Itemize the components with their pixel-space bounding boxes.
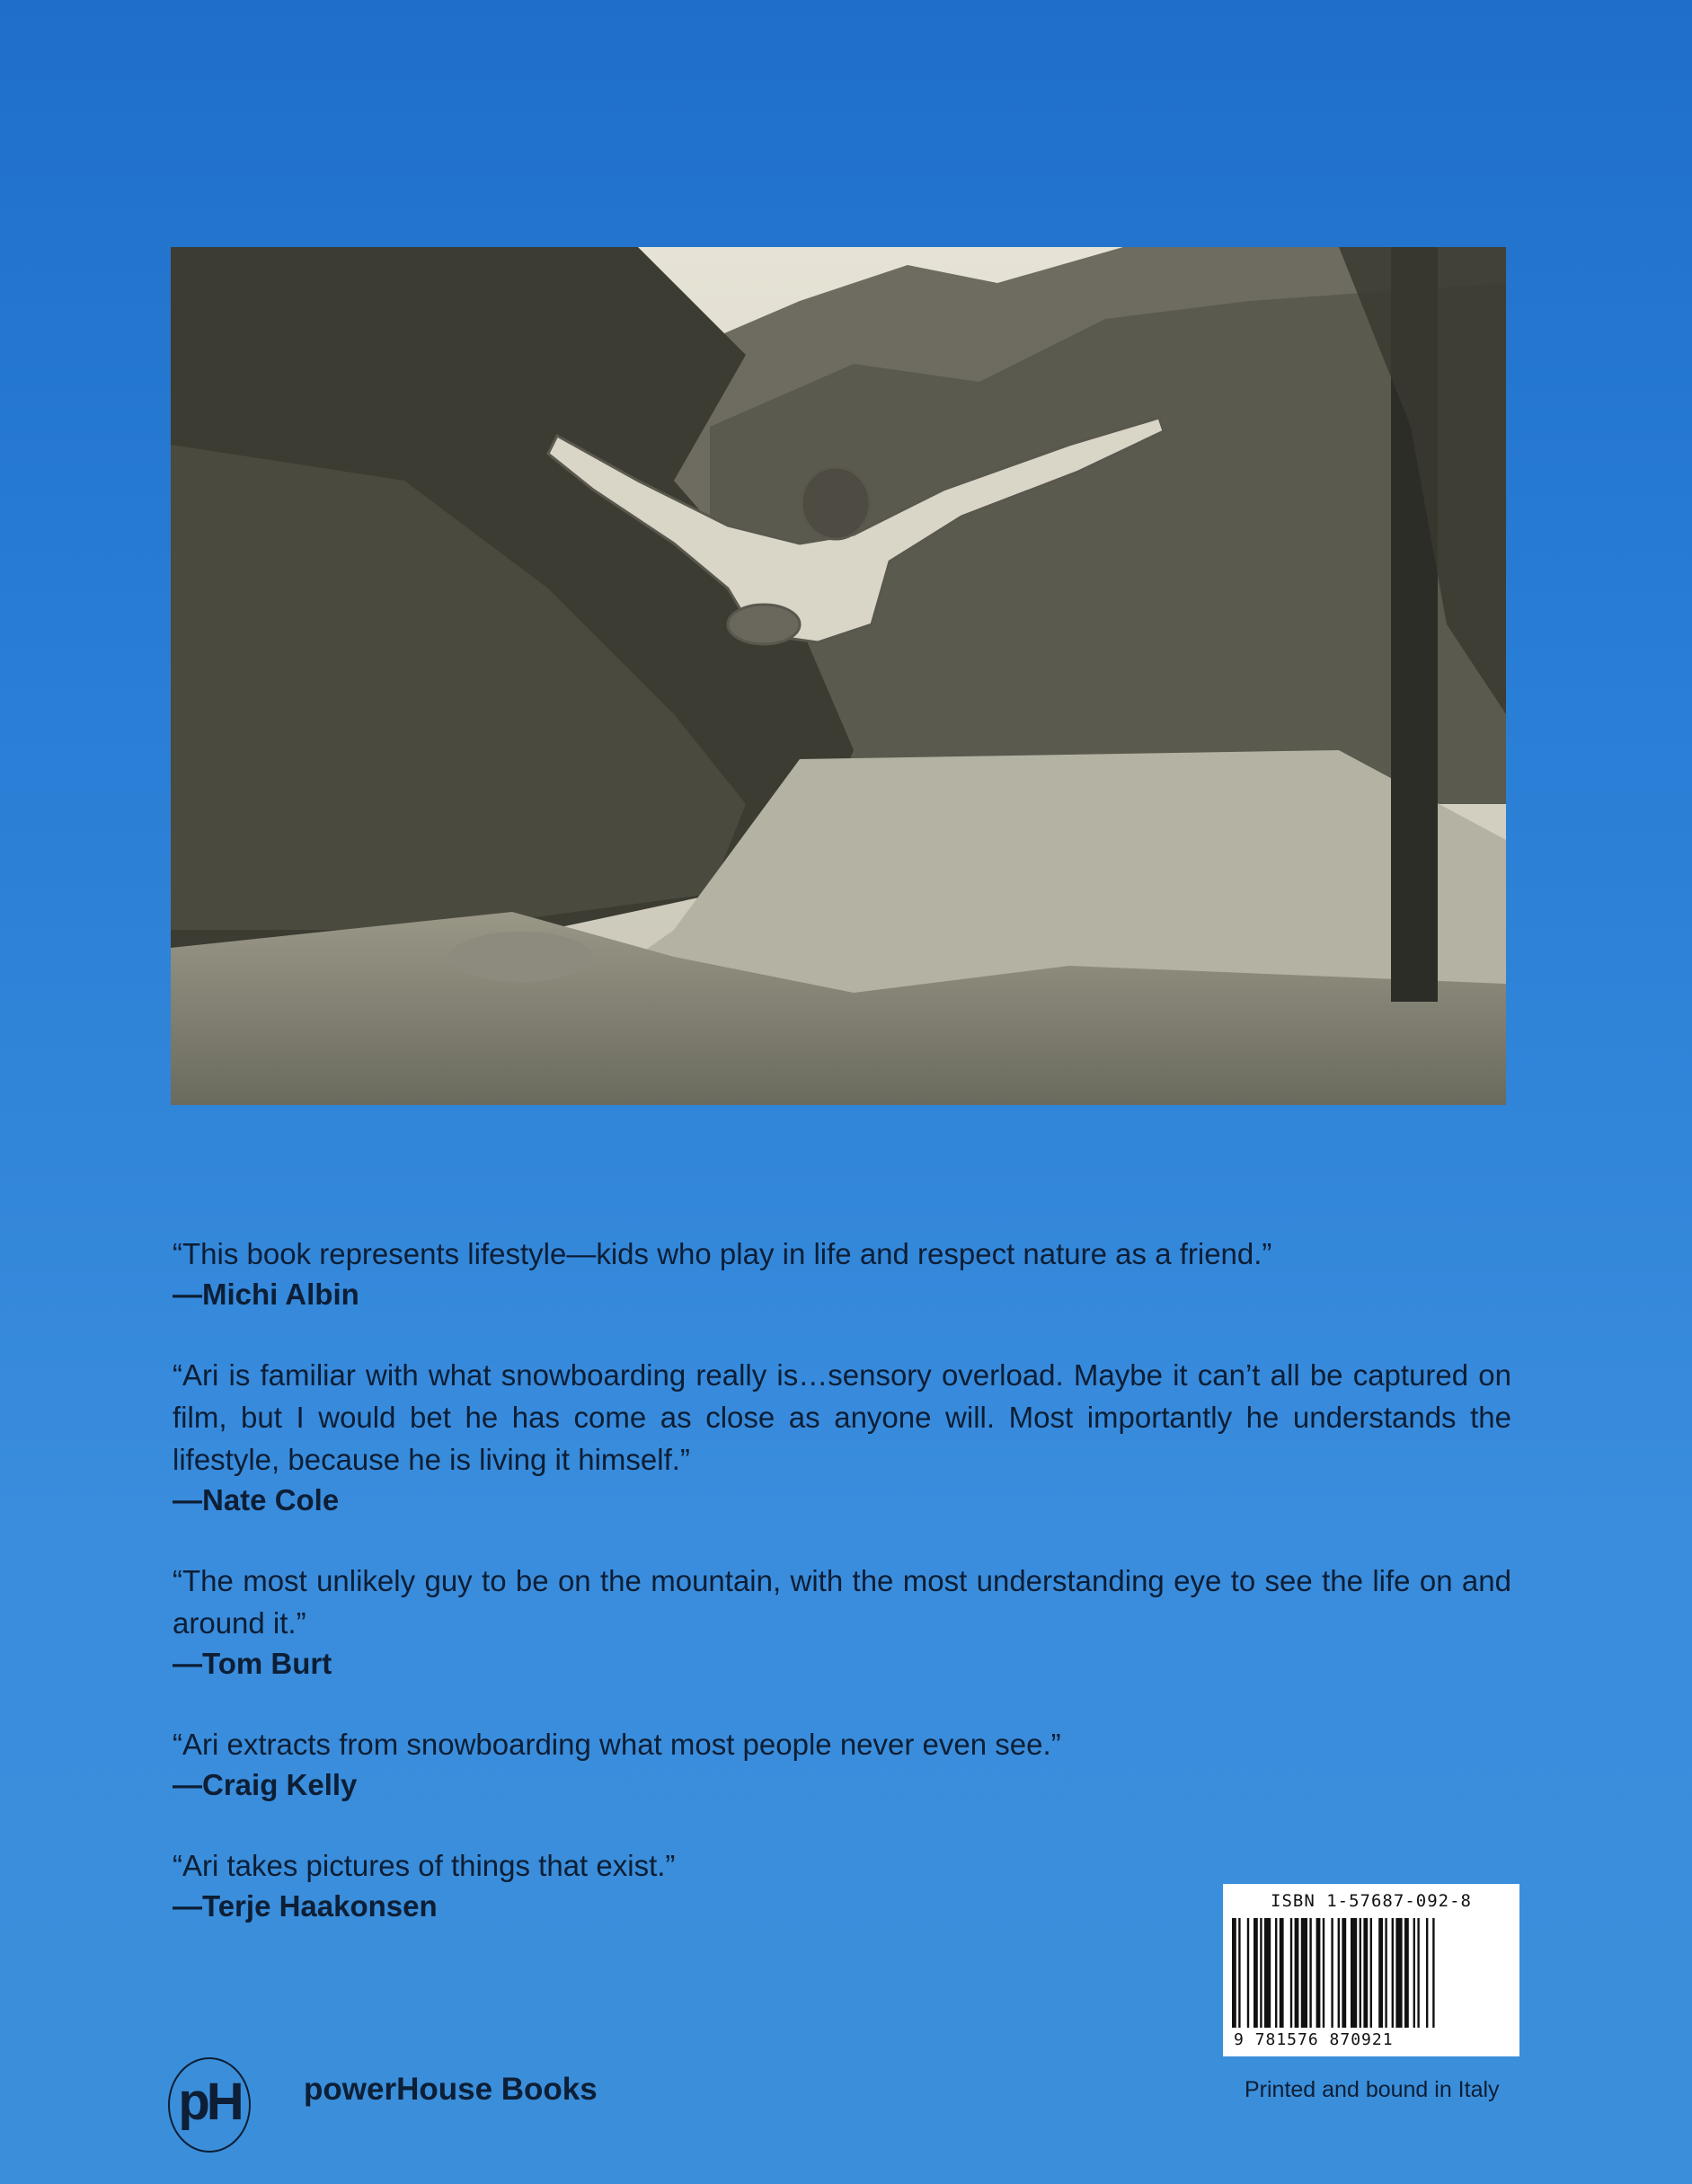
publisher-name: powerHouse Books [304, 2072, 598, 2107]
barcode-bars [1232, 1918, 1510, 2028]
barcode-bar [1417, 1918, 1419, 2028]
printed-in-label: Printed and bound in Italy [1245, 2077, 1500, 2102]
quote-author: —Tom Burt [173, 1647, 332, 1680]
barcode-bar [1426, 1918, 1428, 2028]
quote-author: —Craig Kelly [173, 1768, 358, 1801]
logo-text: pH [178, 2073, 241, 2131]
quote-nate-cole [173, 1354, 1511, 1520]
cover-photograph [171, 247, 1506, 1105]
quote-craig-kelly [173, 1723, 1511, 1805]
quote-michi-albin [173, 1233, 1511, 1314]
barcode-bar [1370, 1918, 1372, 2028]
quote-text: “This book represents lifestyle—kids who play in life and respect nature as a friend.” [173, 1237, 1272, 1270]
endorsement-quotes [173, 1233, 1511, 1966]
photo-illustration [171, 247, 1506, 1105]
barcode-bar [1404, 1918, 1409, 2028]
barcode-bar [1360, 1918, 1361, 2028]
quote-author: —Nate Cole [173, 1483, 340, 1516]
ean-number: 9 781576 870921 [1234, 2030, 1394, 2049]
barcode-bar [1342, 1918, 1346, 2028]
barcode-bar [1295, 1918, 1299, 2028]
publisher-logo [168, 2057, 251, 2153]
barcode-bar [1232, 1918, 1236, 2028]
barcode-bar [1301, 1918, 1307, 2028]
barcode-bar [1280, 1918, 1284, 2028]
quote-text: “The most unlikely guy to be on the mountain, with the most understanding eye to see the life on and around it.” [173, 1564, 1511, 1640]
barcode-bar [1432, 1918, 1434, 2028]
barcode-bar [1385, 1918, 1386, 2028]
barcode-bar [1395, 1918, 1402, 2028]
quote-text: “Ari takes pictures of things that exist.” [173, 1849, 676, 1882]
barcode-bar [1331, 1918, 1333, 2028]
quote-text: “Ari extracts from snowboarding what most people never even see.” [173, 1728, 1061, 1761]
quote-author: —Terje Haakonsen [173, 1889, 438, 1923]
barcode-bar [1363, 1918, 1368, 2028]
isbn-number: ISBN 1-57687-092-8 [1271, 1891, 1472, 1911]
barcode-bar [1275, 1918, 1277, 2028]
barcode-bar [1309, 1918, 1311, 2028]
quote-text: “Ari is familiar with what snowboarding really is…sensory overload. Maybe it can’t all be captured on film, but I would bet he has come as close as anyone will. Most importantly he understands the lifestyle, because he is living it himself.” [173, 1358, 1511, 1476]
barcode-bar [1264, 1918, 1271, 2028]
barcode-bar [1253, 1918, 1258, 2028]
barcode-bar [1247, 1918, 1249, 2028]
barcode-bar [1316, 1918, 1321, 2028]
barcode-bar [1378, 1918, 1383, 2028]
barcode-bar [1323, 1918, 1324, 2028]
barcode-bar [1338, 1918, 1340, 2028]
barcode-bar [1392, 1918, 1394, 2028]
barcode-bar [1290, 1918, 1292, 2028]
barcode-bar [1238, 1918, 1240, 2028]
barcode-bar [1351, 1918, 1357, 2028]
isbn-barcode [1223, 1884, 1519, 2056]
quote-author: —Michi Albin [173, 1278, 359, 1311]
barcode-bar [1413, 1918, 1415, 2028]
quote-tom-burt [173, 1560, 1511, 1684]
barcode-bar [1260, 1918, 1262, 2028]
